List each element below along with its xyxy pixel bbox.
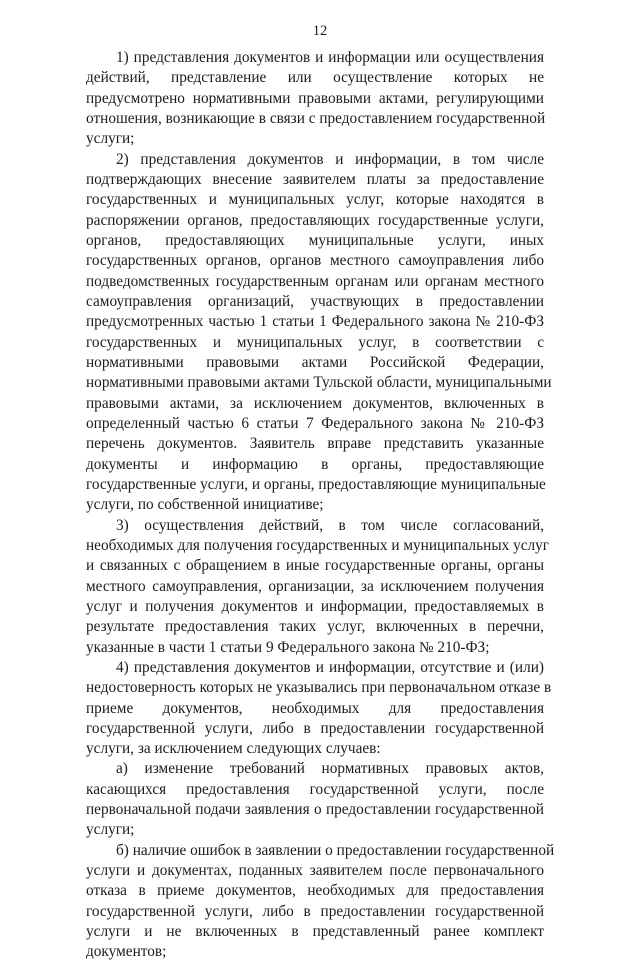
paragraph [86, 516, 550, 658]
text-line: предусмотренных частью 1 статьи 1 Федерального закона № 210-ФЗ [86, 313, 544, 331]
text-line: услуги, по собственной инициативе; [86, 496, 324, 514]
text-line: и связанных с обращением в иные государственные органы, органы [86, 557, 544, 575]
text-line: распоряжении органов, предоставляющих государственные услуги, [86, 211, 544, 229]
text-line: нормативными правовыми актами Тульской области, муниципальными [86, 374, 552, 392]
text-line: государственных и муниципальных услуг, которые находятся в [86, 191, 544, 209]
paragraph [86, 759, 544, 840]
text-line: государственных органов, органов местного самоуправления либо [86, 252, 544, 270]
text-line: 2) представления документов и информации, в том числе [116, 150, 544, 168]
text-line: приеме документов, необходимых для предоставления [86, 699, 544, 717]
text-line: подведомственных государственным органам или органам местного [86, 272, 544, 290]
text-line: действий, представление или осуществление которых не [86, 69, 544, 87]
text-line: услуги; [86, 130, 135, 148]
text-line: отказа в приеме документов, необходимых для предоставления [86, 882, 544, 900]
text-line: государственной услуги, либо в предоставлении государственной [86, 902, 544, 920]
text-line: государственной услуги, либо в предоставлении государственной [86, 719, 544, 737]
page-number: 12 [312, 23, 328, 39]
text-line: документов; [86, 943, 167, 961]
text-line: предусмотрено нормативными правовыми актами, регулирующими [86, 89, 544, 107]
paragraph [86, 150, 552, 516]
text-line: услуги и не включенных в представленный ранее комплект [86, 923, 544, 941]
text-line: отношения, возникающие в связи с предоставлением государственной [86, 109, 546, 127]
text-line: необходимых для получения государственных и муниципальных услуг [86, 536, 550, 554]
text-line: услуги и документах, поданных заявителем после первоначального [86, 862, 544, 880]
text-line: документы и информацию в органы, предоставляющие [86, 455, 544, 473]
paragraph [86, 841, 555, 963]
text-line: правовыми актами, за исключением документов, включенных в [86, 394, 544, 412]
text-line: касающихся предоставления государственной услуги, после [86, 780, 544, 798]
text-line: недостоверность которых не указывались при первоначальном отказе в [86, 679, 552, 697]
text-line: а) изменение требований нормативных правовых актов, [116, 760, 544, 778]
text-line: подтверждающих внесение заявителем платы за предоставление [86, 170, 544, 188]
text-line: 4) представления документов и информации, отсутствие и (или) [116, 658, 544, 676]
text-line: местного самоуправления, организации, за исключением получения [86, 577, 544, 595]
text-line: услуги, за исключением следующих случаев: [86, 740, 381, 758]
text-line: государственных и муниципальных услуг, в соответствии с [86, 333, 544, 351]
text-line: услуги; [86, 821, 135, 839]
text-line: нормативными правовыми актами Российской Федерации, [86, 353, 544, 371]
text-line: перечень документов. Заявитель вправе представить указанные [86, 435, 544, 453]
text-line: 3) осуществления действий, в том числе согласований, [116, 516, 544, 534]
text-line: результате предоставления таких услуг, включенных в перечни, [86, 618, 544, 636]
text-line: органов, предоставляющих муниципальные услуги, иных [86, 231, 544, 249]
text-line: б) наличие ошибок в заявлении о предоставлении государственной [116, 841, 555, 859]
document-body [86, 48, 555, 963]
text-line: самоуправления организаций, участвующих в предоставлении [86, 292, 544, 310]
text-line: определенный частью 6 статьи 7 Федерального закона № 210-ФЗ [86, 414, 544, 432]
paragraph [86, 658, 552, 760]
text-line: указанные в части 1 статьи 9 Федерального закона № 210-ФЗ; [86, 638, 490, 656]
text-line: государственные услуги, и органы, предоставляющие муниципальные [86, 475, 546, 493]
text-line: услуг и получения документов и информации, предоставляемых в [86, 597, 544, 615]
text-line: 1) представления документов и информации или осуществления [116, 49, 544, 66]
text-line: первоначальной подачи заявления о предоставлении государственной [86, 801, 544, 819]
paragraph [86, 48, 544, 150]
